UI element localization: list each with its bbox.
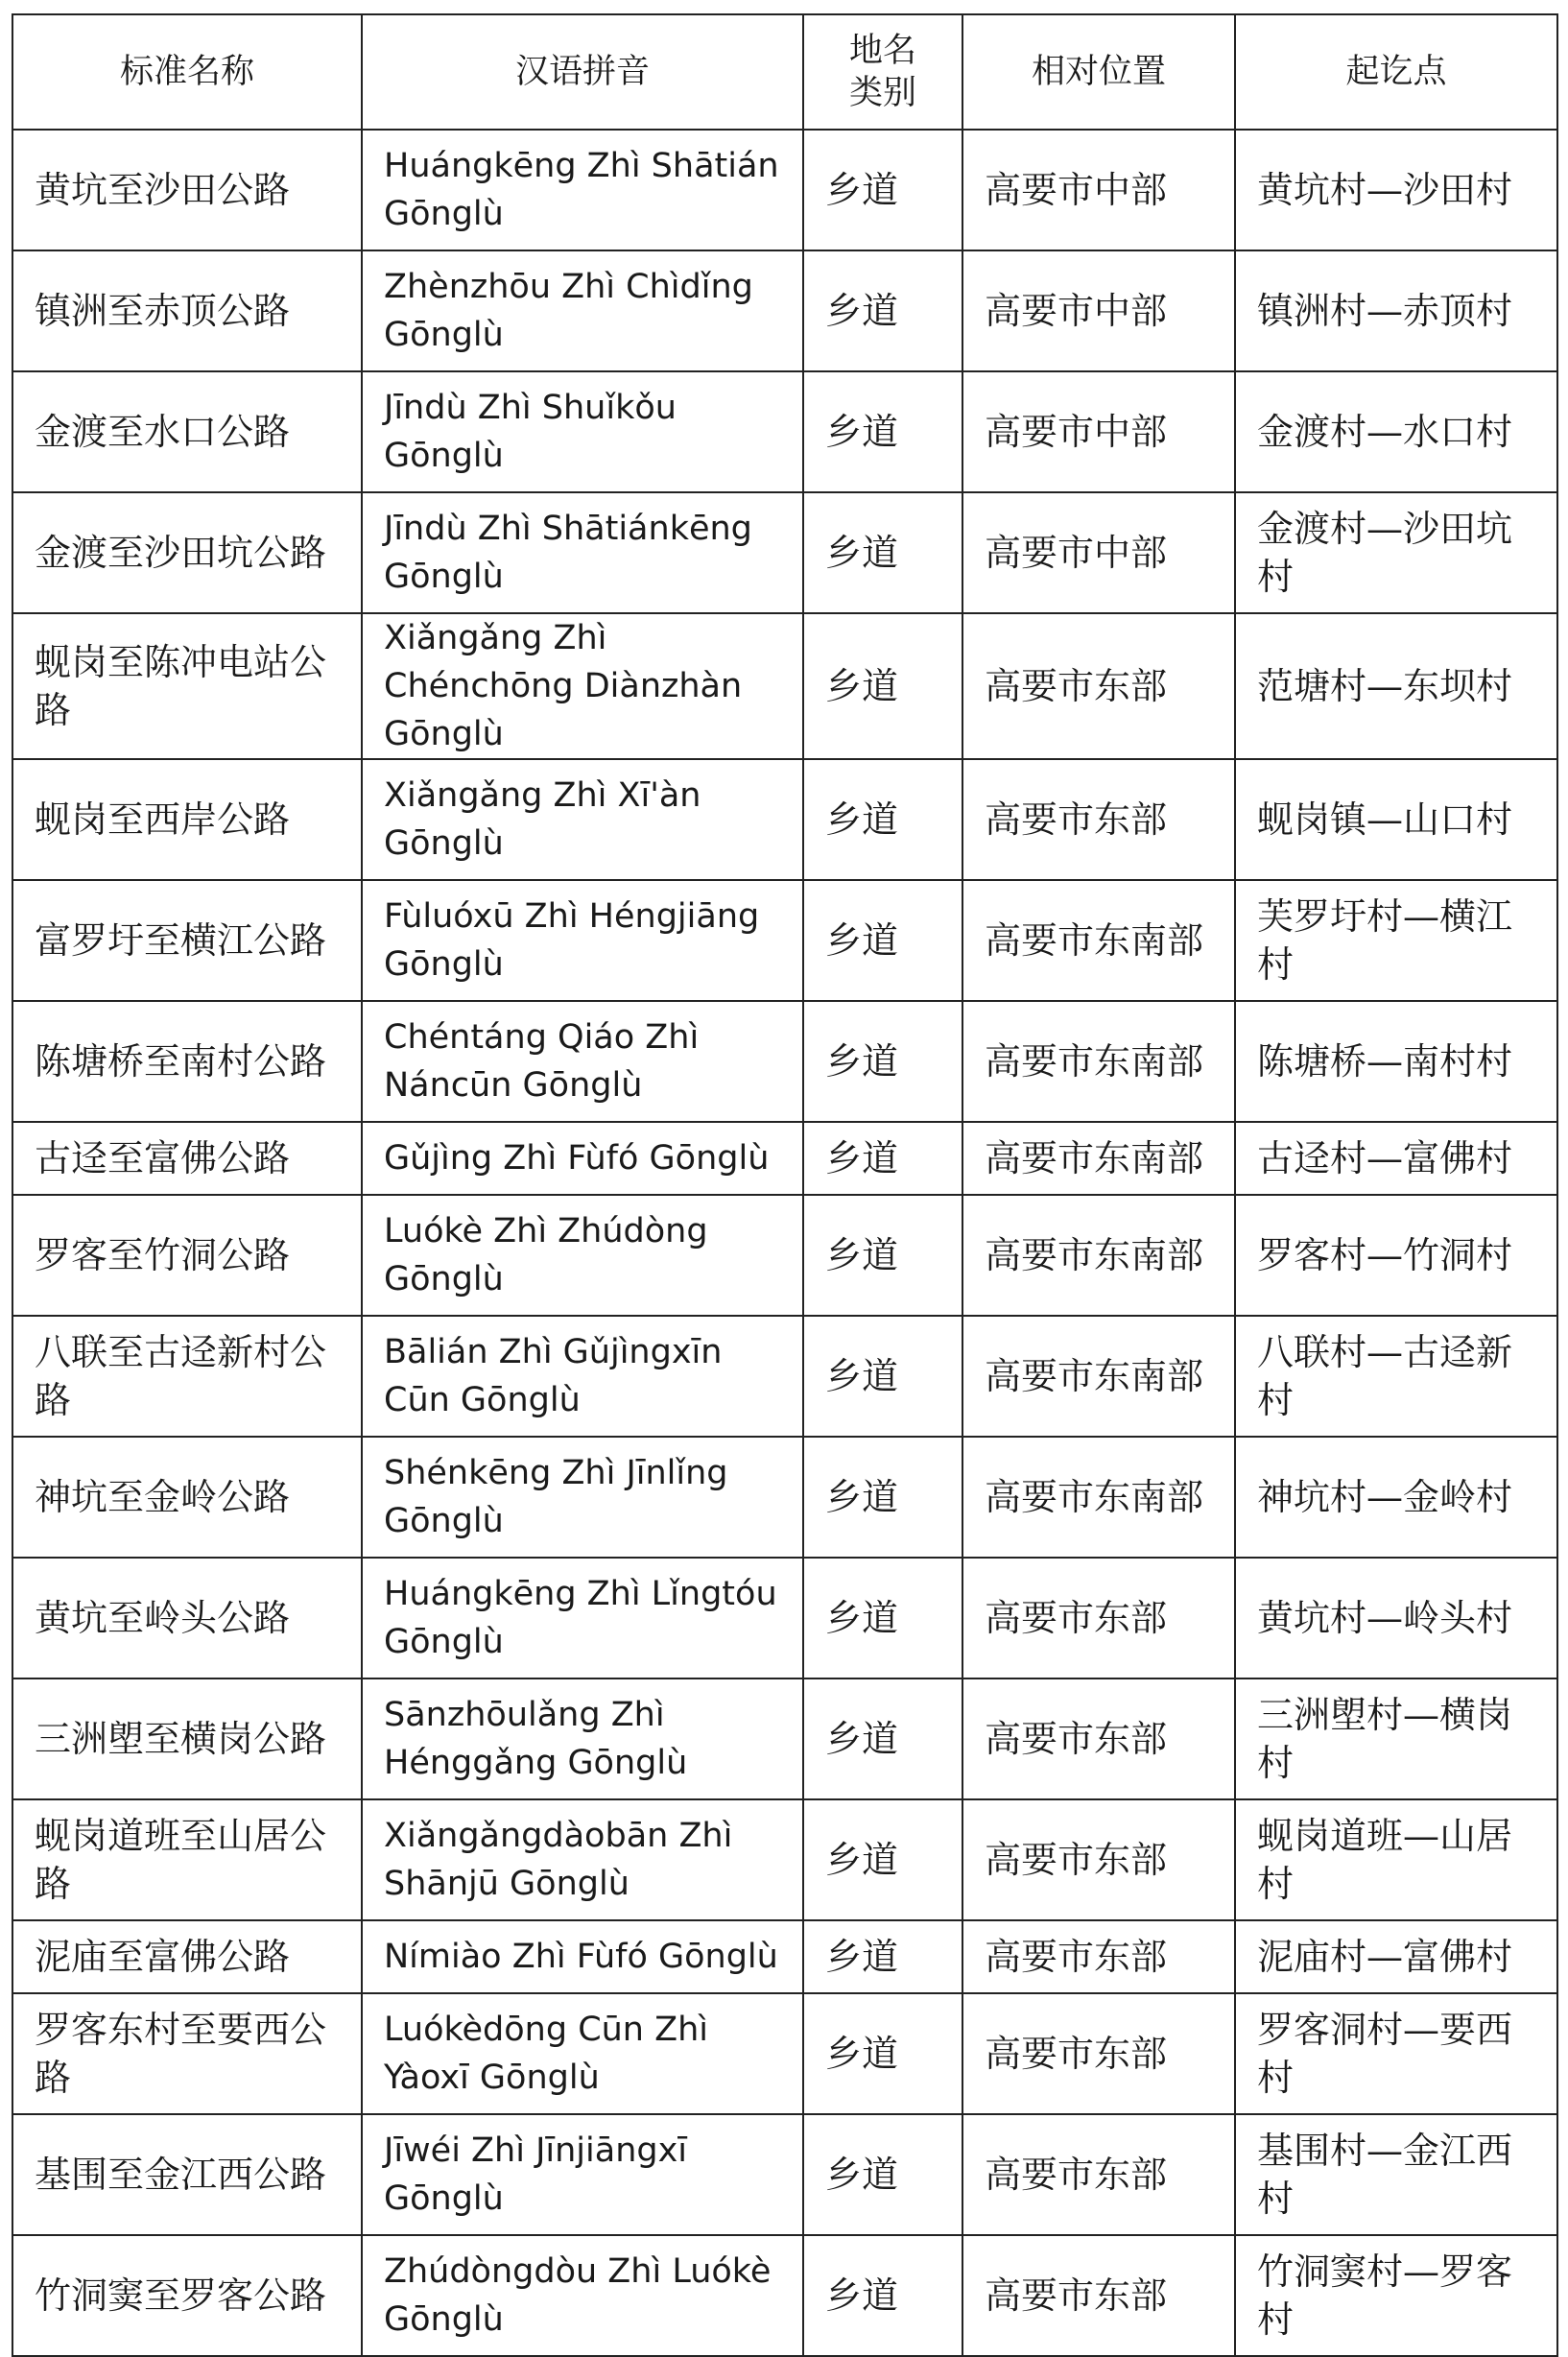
cell-pinyin: Fùluóxū Zhì Héngjiāng Gōnglù [362,880,803,1001]
header-pinyin: 汉语拼音 [362,14,803,130]
header-endpoints: 起讫点 [1235,14,1557,130]
header-category [803,14,962,130]
table-row [12,759,1557,880]
cell-standard-name: 富罗圩至横江公路 [12,880,362,1001]
road-names-table [12,13,1558,2357]
cell-pinyin: Huángkēng Zhì Lǐngtóu Gōnglù [362,1558,803,1678]
cell-category: 乡道 [803,1678,962,1799]
cell-endpoints: 金渡村—水口村 [1235,371,1557,492]
cell-pinyin: Nímiào Zhì Fùfó Gōnglù [362,1920,803,1993]
table-row [12,492,1557,613]
cell-relative-position: 高要市东部 [962,1558,1235,1678]
cell-relative-position: 高要市中部 [962,130,1235,250]
cell-pinyin: Gǔjìng Zhì Fùfó Gōnglù [362,1122,803,1195]
cell-category: 乡道 [803,130,962,250]
cell-endpoints: 竹洞窦村—罗客村 [1235,2235,1557,2356]
cell-category: 乡道 [803,1195,962,1316]
cell-endpoints: 黄坑村—沙田村 [1235,130,1557,250]
table-row [12,130,1557,250]
table-row [12,880,1557,1001]
cell-endpoints: 镇洲村—赤顶村 [1235,250,1557,371]
cell-standard-name: 金渡至沙田坑公路 [12,492,362,613]
cell-endpoints: 蚬岗道班—山居村 [1235,1799,1557,1920]
cell-endpoints: 金渡村—沙田坑村 [1235,492,1557,613]
cell-endpoints: 神坑村—金岭村 [1235,1437,1557,1558]
cell-standard-name: 三洲塱至横岗公路 [12,1678,362,1799]
cell-pinyin: Shénkēng Zhì Jīnlǐng Gōnglù [362,1437,803,1558]
cell-relative-position: 高要市中部 [962,371,1235,492]
cell-standard-name: 蚬岗道班至山居公路 [12,1799,362,1920]
table-row [12,250,1557,371]
cell-relative-position: 高要市东部 [962,2114,1235,2235]
cell-standard-name: 古迳至富佛公路 [12,1122,362,1195]
cell-pinyin: Sānzhōulǎng Zhì Hénggǎng Gōnglù [362,1678,803,1799]
cell-relative-position: 高要市东南部 [962,1195,1235,1316]
cell-category: 乡道 [803,880,962,1001]
cell-pinyin: Jīndù Zhì Shātiánkēng Gōnglù [362,492,803,613]
header-category-line2: 类别 [848,74,916,112]
cell-pinyin: Bālián Zhì Gǔjìngxīn Cūn Gōnglù [362,1316,803,1437]
cell-category: 乡道 [803,1437,962,1558]
cell-category: 乡道 [803,1316,962,1437]
cell-endpoints: 蚬岗镇—山口村 [1235,759,1557,880]
cell-endpoints: 基围村—金江西村 [1235,2114,1557,2235]
cell-standard-name: 基围至金江西公路 [12,2114,362,2235]
cell-endpoints: 罗客洞村—要西村 [1235,1993,1557,2114]
cell-category: 乡道 [803,2114,962,2235]
cell-endpoints: 八联村—古迳新村 [1235,1316,1557,1437]
cell-pinyin: Xiǎngǎngdàobān Zhì Shānjū Gōnglù [362,1799,803,1920]
cell-endpoints: 罗客村—竹洞村 [1235,1195,1557,1316]
cell-relative-position: 高要市东部 [962,759,1235,880]
table-body [12,130,1557,2356]
cell-pinyin: Jīwéi Zhì Jīnjiāngxī Gōnglù [362,2114,803,2235]
cell-pinyin: Luókè Zhì Zhúdòng Gōnglù [362,1195,803,1316]
table-row [12,1558,1557,1678]
cell-category: 乡道 [803,759,962,880]
cell-pinyin: Chéntáng Qiáo Zhì Náncūn Gōnglù [362,1001,803,1122]
header-category-line1: 地名 [848,32,916,70]
cell-category: 乡道 [803,250,962,371]
cell-standard-name: 罗客东村至要西公路 [12,1993,362,2114]
table-row [12,1316,1557,1437]
cell-pinyin: Huángkēng Zhì Shātián Gōnglù [362,130,803,250]
cell-relative-position: 高要市东部 [962,1993,1235,2114]
cell-relative-position: 高要市东部 [962,1678,1235,1799]
cell-pinyin: Jīndù Zhì Shuǐkǒu Gōnglù [362,371,803,492]
table-row [12,371,1557,492]
cell-pinyin: Zhúdòngdòu Zhì Luókè Gōnglù [362,2235,803,2356]
table-row [12,1195,1557,1316]
cell-standard-name: 竹洞窦至罗客公路 [12,2235,362,2356]
cell-category: 乡道 [803,371,962,492]
table-header [12,14,1557,130]
table-row [12,1437,1557,1558]
cell-standard-name: 金渡至水口公路 [12,371,362,492]
table-row [12,2235,1557,2356]
table-row [12,1920,1557,1993]
cell-standard-name: 神坑至金岭公路 [12,1437,362,1558]
cell-standard-name: 黄坑至沙田公路 [12,130,362,250]
cell-relative-position: 高要市东南部 [962,1122,1235,1195]
cell-relative-position: 高要市东南部 [962,880,1235,1001]
header-relative-position: 相对位置 [962,14,1235,130]
cell-pinyin: Xiǎngǎng Zhì Xī'àn Gōnglù [362,759,803,880]
cell-relative-position: 高要市东南部 [962,1001,1235,1122]
cell-category: 乡道 [803,1001,962,1122]
cell-standard-name: 罗客至竹洞公路 [12,1195,362,1316]
cell-category: 乡道 [803,1993,962,2114]
cell-standard-name: 泥庙至富佛公路 [12,1920,362,1993]
header-standard-name: 标准名称 [12,14,362,130]
cell-relative-position: 高要市东部 [962,2235,1235,2356]
table-row [12,1122,1557,1195]
cell-relative-position: 高要市中部 [962,250,1235,371]
cell-endpoints: 泥庙村—富佛村 [1235,1920,1557,1993]
cell-relative-position: 高要市东部 [962,1920,1235,1993]
cell-pinyin: Luókèdōng Cūn Zhì Yàoxī Gōnglù [362,1993,803,2114]
cell-category: 乡道 [803,1558,962,1678]
document-page [12,13,1556,2357]
cell-standard-name: 镇洲至赤顶公路 [12,250,362,371]
cell-category: 乡道 [803,492,962,613]
cell-relative-position: 高要市东部 [962,1799,1235,1920]
cell-category: 乡道 [803,1799,962,1920]
cell-pinyin: Xiǎngǎng Zhì Chénchōng Diànzhàn Gōnglù [362,613,803,759]
cell-relative-position: 高要市东南部 [962,1316,1235,1437]
table-row [12,1799,1557,1920]
cell-endpoints: 黄坑村—岭头村 [1235,1558,1557,1678]
cell-category: 乡道 [803,2235,962,2356]
cell-relative-position: 高要市东南部 [962,1437,1235,1558]
cell-standard-name: 黄坑至岭头公路 [12,1558,362,1678]
cell-standard-name: 八联至古迳新村公路 [12,1316,362,1437]
cell-endpoints: 范塘村—东坝村 [1235,613,1557,759]
cell-relative-position: 高要市东部 [962,613,1235,759]
cell-category: 乡道 [803,1122,962,1195]
table-row [12,2114,1557,2235]
table-row [12,1993,1557,2114]
table-row [12,613,1557,759]
header-row [12,14,1557,130]
cell-standard-name: 蚬岗至陈冲电站公路 [12,613,362,759]
table-row [12,1001,1557,1122]
cell-category: 乡道 [803,1920,962,1993]
cell-endpoints: 三洲塱村—横岗村 [1235,1678,1557,1799]
cell-endpoints: 古迳村—富佛村 [1235,1122,1557,1195]
cell-standard-name: 蚬岗至西岸公路 [12,759,362,880]
cell-endpoints: 陈塘桥—南村村 [1235,1001,1557,1122]
table-row [12,1678,1557,1799]
cell-category: 乡道 [803,613,962,759]
cell-pinyin: Zhènzhōu Zhì Chìdǐng Gōnglù [362,250,803,371]
cell-relative-position: 高要市中部 [962,492,1235,613]
cell-standard-name: 陈塘桥至南村公路 [12,1001,362,1122]
cell-endpoints: 芙罗圩村—横江村 [1235,880,1557,1001]
